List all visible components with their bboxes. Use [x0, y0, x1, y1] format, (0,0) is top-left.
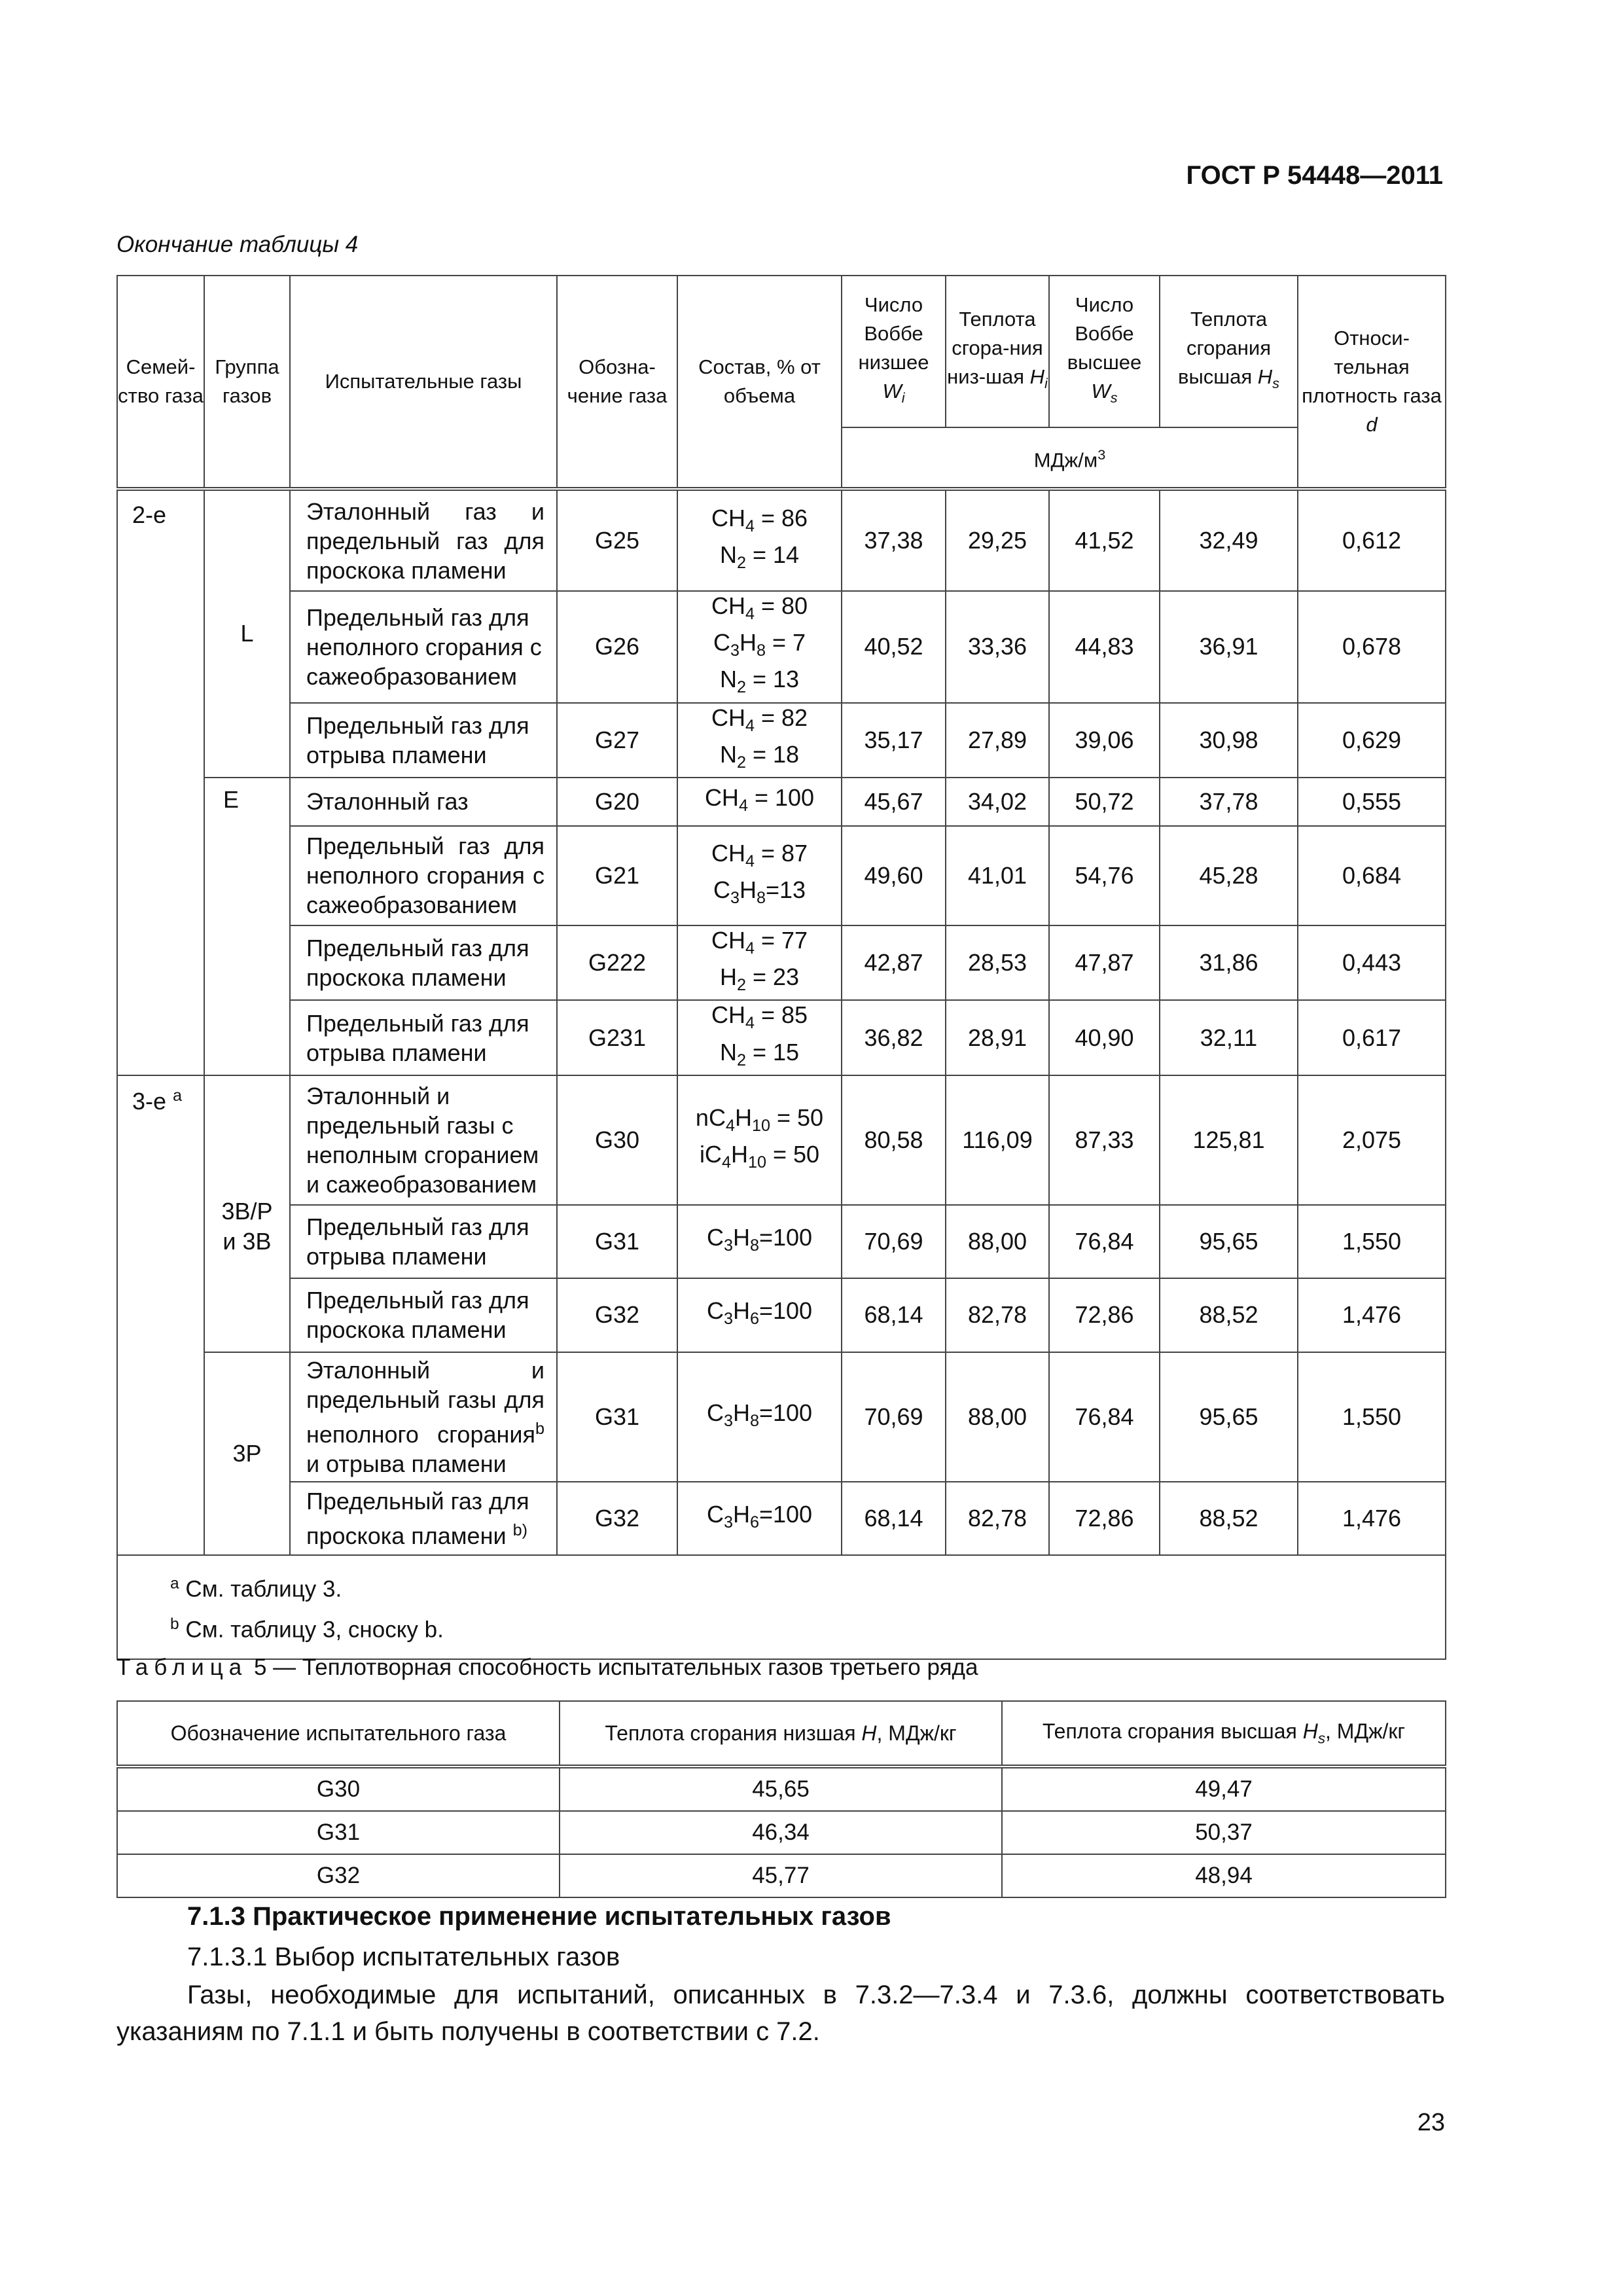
heat-high: 88,52	[1160, 1278, 1298, 1352]
gas-name: Предельный газ для отрыва пламени	[290, 1000, 557, 1075]
heat-high: 95,65	[1160, 1205, 1298, 1278]
gas-code: G31	[557, 1205, 677, 1278]
gas-name: Предельный газ для неполного сгорания с сажеобразованием	[290, 826, 557, 925]
wobbe-high: 39,06	[1049, 703, 1160, 778]
page-number: 23	[1417, 2109, 1445, 2136]
wobbe-high: 76,84	[1049, 1205, 1160, 1278]
density: 1,476	[1298, 1278, 1446, 1352]
gas-code: G26	[557, 591, 677, 703]
gas-composition: $CH_4 = 85$ $N_2 = 15$	[677, 1000, 842, 1075]
heat-high: 37,78	[1160, 778, 1298, 826]
gas-composition: $CH_4 = 80$ $C_3H_8 = 7$ $N_2 = 13$	[677, 591, 842, 703]
wobbe-high: 41,52	[1049, 489, 1160, 591]
gas-code: G20	[557, 778, 677, 826]
wobbe-high: 76,84	[1049, 1352, 1160, 1482]
table4-footnotes	[117, 1555, 1446, 1659]
heat-high: 95,65	[1160, 1352, 1298, 1482]
density: 2,075	[1298, 1075, 1446, 1205]
heat-low: 88,00	[946, 1352, 1049, 1482]
heat-low: 27,89	[946, 703, 1049, 778]
wobbe-low: 45,67	[842, 778, 946, 826]
group-l: L	[204, 489, 290, 778]
gas-name: Эталонный газ	[290, 778, 557, 826]
gas-code: G31	[557, 1352, 677, 1482]
gas-name: Эталонный и предельный газы для неполного сгорания$^b$ и отрыва пламени	[290, 1352, 557, 1482]
density: 1,550	[1298, 1352, 1446, 1482]
heat-low: 34,02	[946, 778, 1049, 826]
wobbe-low: 37,38	[842, 489, 946, 591]
header-gases: Испытательные газы	[290, 276, 557, 489]
wobbe-high: 50,72	[1049, 778, 1160, 826]
heat-low: 82,78	[946, 1482, 1049, 1555]
gas-code: G32	[557, 1278, 677, 1352]
table4-caption: Окончание таблицы 4	[116, 232, 359, 257]
header-composition: Состав, % от объема	[677, 276, 842, 489]
header-wobbe-low: Число Воббе низшее $W_i$	[842, 276, 946, 427]
gas-name: Предельный газ для проскока пламени	[290, 1278, 557, 1352]
t5-code: G32	[117, 1854, 560, 1897]
header-wobbe-high: Число Воббе высшее $W_s$	[1049, 276, 1160, 427]
t5-heat-low: 46,34	[560, 1811, 1002, 1854]
t5-heat-high: 48,94	[1002, 1854, 1446, 1897]
t5-heat-low: 45,77	[560, 1854, 1002, 1897]
heat-low: 29,25	[946, 489, 1049, 591]
t5-header-heat-high: Теплота сгорания высшая $H_s$, МДж/кг	[1002, 1701, 1446, 1767]
gas-name: Эталонный и предельный газы с неполным сгоранием и сажеобразованием	[290, 1075, 557, 1205]
gas-code: G231	[557, 1000, 677, 1075]
table-5	[116, 1700, 1446, 1898]
group-3p: 3Р	[204, 1352, 290, 1555]
wobbe-high: 72,86	[1049, 1278, 1160, 1352]
t5-code: G31	[117, 1811, 560, 1854]
header-unit: МДж/$м^3$	[842, 427, 1298, 489]
gas-composition: $C_3H_8=100$	[677, 1205, 842, 1278]
gas-name: Эталонный газ и предельный газ для проскока пламени	[290, 489, 557, 591]
heat-low: 116,09	[946, 1075, 1049, 1205]
t5-header-heat-low: Теплота сгорания низшая H, МДж/кг	[560, 1701, 1002, 1767]
density: 0,612	[1298, 489, 1446, 591]
header-heat-low: Теплота сгора-ния низ-шая $H_i$	[946, 276, 1049, 427]
heat-low: 28,91	[946, 1000, 1049, 1075]
wobbe-low: 68,14	[842, 1278, 946, 1352]
wobbe-low: 70,69	[842, 1205, 946, 1278]
t5-heat-high: 50,37	[1002, 1811, 1446, 1854]
t5-code: G30	[117, 1767, 560, 1811]
gas-composition: $CH_4 = 82$ $N_2 = 18$	[677, 703, 842, 778]
gas-name: Предельный газ для отрыва пламени	[290, 703, 557, 778]
footnote-a: $^a$ См. таблицу 3.	[170, 1574, 342, 1602]
header-heat-high: Теплота сгорания высшая $H_s$	[1160, 276, 1298, 427]
wobbe-high: 44,83	[1049, 591, 1160, 703]
header-density: Относи-тельная плотность газа d	[1298, 276, 1446, 489]
wobbe-low: 36,82	[842, 1000, 946, 1075]
group-e: E	[204, 778, 290, 1075]
wobbe-high: 72,86	[1049, 1482, 1160, 1555]
wobbe-low: 49,60	[842, 826, 946, 925]
section-heading: 7.1.3 Практическое применение испытательных газов	[187, 1902, 891, 1931]
wobbe-high: 47,87	[1049, 925, 1160, 1000]
heat-low: 28,53	[946, 925, 1049, 1000]
density: 0,555	[1298, 778, 1446, 826]
family-2e: 2-е	[117, 489, 204, 1075]
t5-heat-low: 45,65	[560, 1767, 1002, 1811]
wobbe-high: 54,76	[1049, 826, 1160, 925]
heat-high: 30,98	[1160, 703, 1298, 778]
density: 0,684	[1298, 826, 1446, 925]
density: 0,443	[1298, 925, 1446, 1000]
heat-low: 33,36	[946, 591, 1049, 703]
gas-code: G25	[557, 489, 677, 591]
gas-name: Предельный газ для проскока пламени	[290, 925, 557, 1000]
section-paragraph: Газы, необходимые для испытаний, описанных в 7.3.2—7.3.4 и 7.3.6, должны соответствовать указаниям по 7.1.1 и быть получены в соответствии с 7.2.	[116, 1981, 1445, 2046]
wobbe-high: 87,33	[1049, 1075, 1160, 1205]
density: 0,678	[1298, 591, 1446, 703]
header-family: Семей-ство газа	[117, 276, 204, 489]
heat-high: 32,11	[1160, 1000, 1298, 1075]
subsection-heading: 7.1.3.1 Выбор испытательных газов	[187, 1943, 620, 1971]
t5-header-designation: Обозначение испытательного газа	[117, 1701, 560, 1767]
gas-name: Предельный газ для проскока пламени $^{b)}$	[290, 1482, 557, 1555]
density: 0,617	[1298, 1000, 1446, 1075]
table-4	[116, 275, 1446, 1660]
heat-high: 31,86	[1160, 925, 1298, 1000]
family-3e: 3-е $^a$	[117, 1075, 204, 1555]
header-group: Группа газов	[204, 276, 290, 489]
group-3bp-3b: 3В/Р и 3В	[204, 1075, 290, 1352]
heat-low: 41,01	[946, 826, 1049, 925]
gas-composition: $CH_4 = 77$ $H_2 = 23$	[677, 925, 842, 1000]
gas-composition: $C_3H_6=100$	[677, 1278, 842, 1352]
gas-composition: $nC_4H_{10} = 50$ $iC_4H_{10} = 50$	[677, 1075, 842, 1205]
wobbe-low: 68,14	[842, 1482, 946, 1555]
footnote-b: $^b$ См. таблицу 3, сноску b.	[170, 1615, 444, 1643]
density: 0,629	[1298, 703, 1446, 778]
density: 1,550	[1298, 1205, 1446, 1278]
heat-high: 36,91	[1160, 591, 1298, 703]
heat-low: 88,00	[946, 1205, 1049, 1278]
t5-heat-high: 49,47	[1002, 1767, 1446, 1811]
gas-name: Предельный газ для неполного сгорания с сажеобразованием	[290, 591, 557, 703]
wobbe-low: 70,69	[842, 1352, 946, 1482]
wobbe-high: 40,90	[1049, 1000, 1160, 1075]
gas-composition: $C_3H_6=100$	[677, 1482, 842, 1555]
heat-low: 82,78	[946, 1278, 1049, 1352]
heat-high: 45,28	[1160, 826, 1298, 925]
table5-caption: Таблица 5 — Теплотворная способность испытательных газов третьего ряда	[116, 1655, 978, 1680]
gas-code: G27	[557, 703, 677, 778]
heat-high: 88,52	[1160, 1482, 1298, 1555]
header-designation: Обозна-чение газа	[557, 276, 677, 489]
gas-name: Предельный газ для отрыва пламени	[290, 1205, 557, 1278]
gas-composition: $CH_4 = 100$	[677, 778, 842, 826]
gas-code: G30	[557, 1075, 677, 1205]
gas-composition: $CH_4 = 86$ $N_2 = 14$	[677, 489, 842, 591]
gas-composition: $C_3H_8=100$	[677, 1352, 842, 1482]
density: 1,476	[1298, 1482, 1446, 1555]
wobbe-low: 80,58	[842, 1075, 946, 1205]
gas-composition: $CH_4 = 87$ $C_3H_8=13$	[677, 826, 842, 925]
heat-high: 125,81	[1160, 1075, 1298, 1205]
wobbe-low: 35,17	[842, 703, 946, 778]
wobbe-low: 42,87	[842, 925, 946, 1000]
gas-code: G21	[557, 826, 677, 925]
gas-code: G32	[557, 1482, 677, 1555]
gas-code: G222	[557, 925, 677, 1000]
standard-header: ГОСТ Р 54448—2011	[1186, 161, 1443, 190]
wobbe-low: 40,52	[842, 591, 946, 703]
heat-high: 32,49	[1160, 489, 1298, 591]
